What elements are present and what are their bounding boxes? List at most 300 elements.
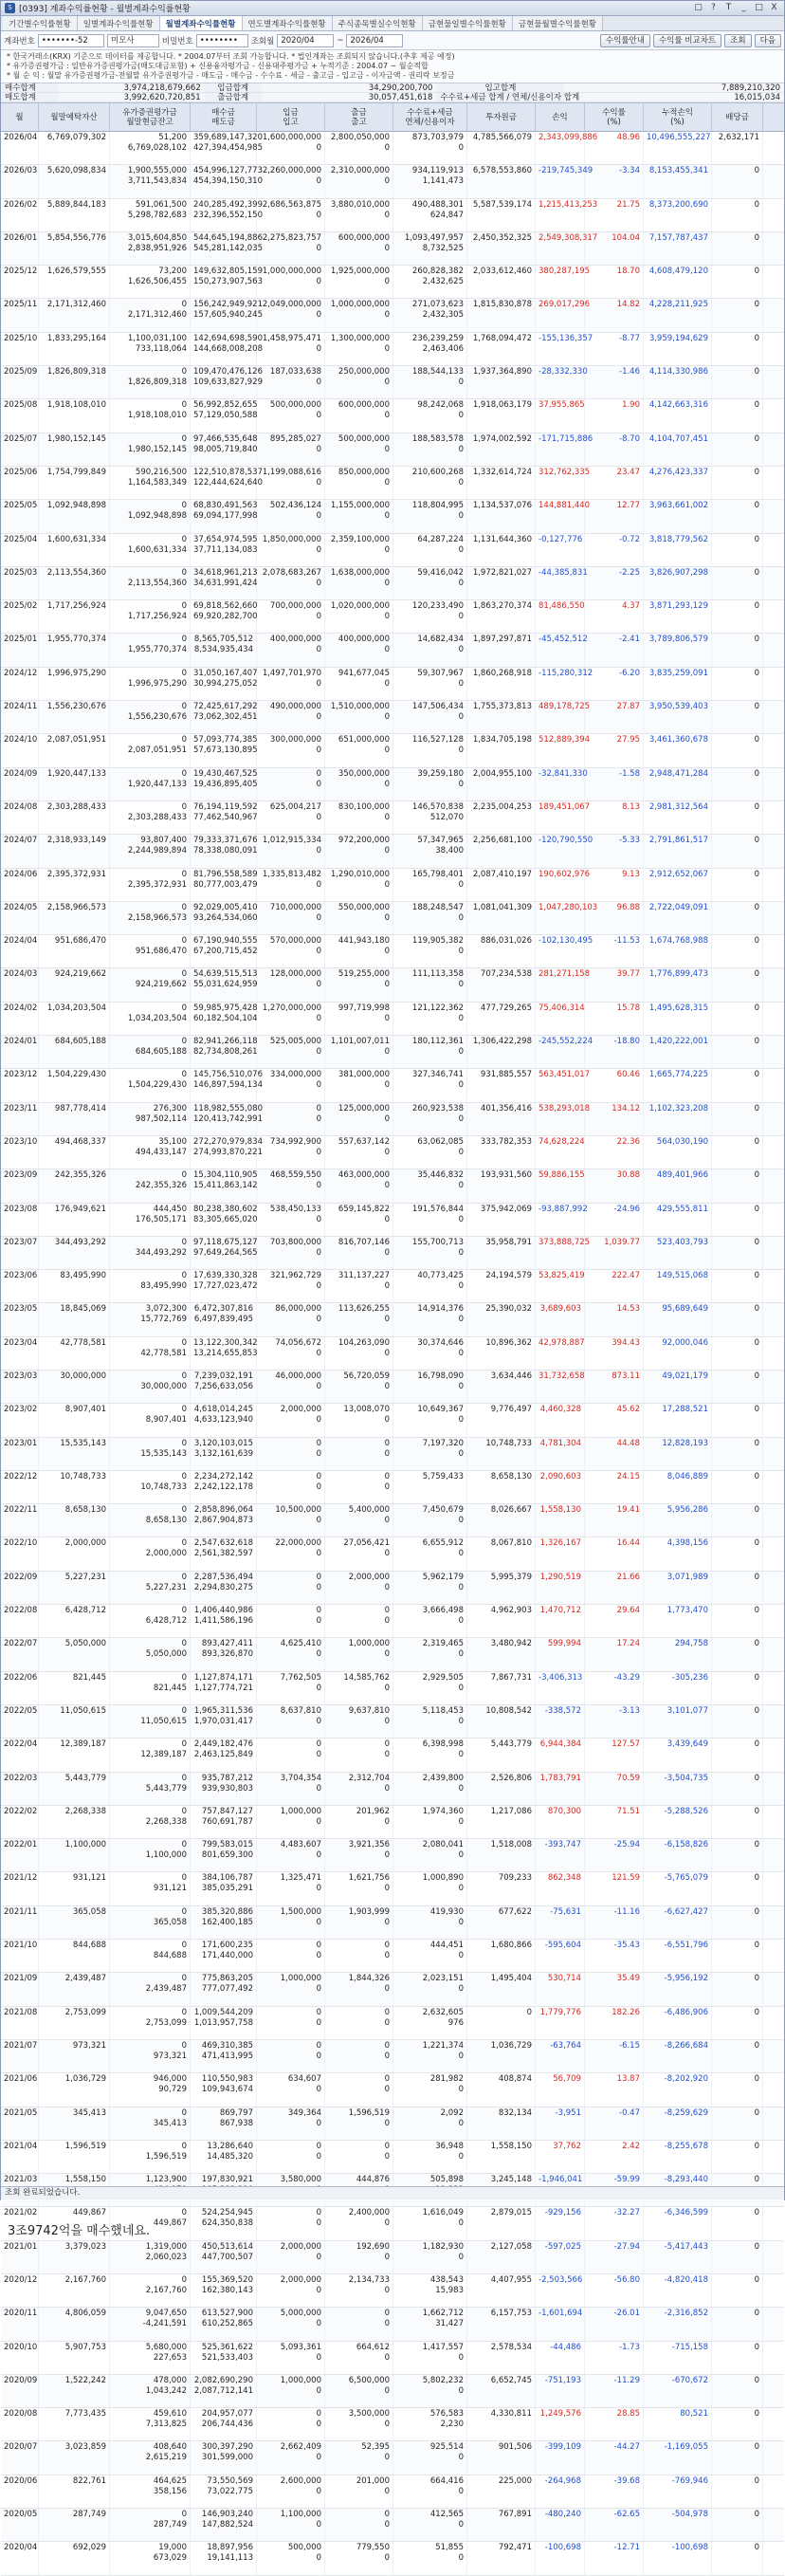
table-row[interactable] (1, 1537, 784, 1571)
table-row[interactable] (1, 333, 784, 366)
table-cell: 2023/08 (1, 1204, 39, 1236)
table-row[interactable] (1, 1169, 784, 1203)
maximize-icon[interactable]: □ (755, 3, 763, 12)
table-cell: 27.95 (585, 734, 644, 766)
table-cell: 189,451,067 (536, 801, 585, 834)
column-header[interactable]: 출금 출고 (325, 103, 393, 131)
table-cell: 468,559,550 0 (257, 1169, 325, 1202)
end-month-field[interactable]: 2026/04 (346, 34, 403, 47)
table-cell: 146,903,240 147,882,524 (191, 2509, 257, 2541)
table-row[interactable] (1, 366, 784, 399)
table-row[interactable] (1, 2441, 784, 2475)
tab-0[interactable]: 기간별수익률현황 (3, 16, 78, 30)
help-icon[interactable]: ? (711, 3, 716, 12)
table-row[interactable] (1, 634, 784, 667)
table-row[interactable] (1, 1773, 784, 1806)
table-row[interactable] (1, 199, 784, 232)
table-row[interactable] (1, 801, 784, 835)
table-cell: 3,634,446 (467, 1371, 536, 1403)
password-field[interactable]: •••••••• (196, 34, 248, 47)
table-cell: 59,416,042 0 (393, 567, 467, 599)
table-cell: 1,510,000,000 0 (325, 701, 393, 733)
table-cell: 3,959,194,629 (644, 333, 712, 365)
table-cell: 500,000 0 (257, 2542, 325, 2574)
table-cell: 3,015,604,850 2,838,951,926 (110, 232, 191, 265)
column-header[interactable]: 월말예탁자산 (39, 103, 110, 131)
tab-3[interactable]: 연도별계좌수익률현황 (243, 16, 333, 30)
table-cell: 188,248,547 0 (393, 902, 467, 934)
table-cell: 0 (712, 232, 763, 265)
column-header[interactable]: 수수료+세금 연체/신용이자 (393, 103, 467, 131)
table-cell: 4,142,663,316 (644, 399, 712, 432)
table-cell: 149,632,805,159 150,273,907,563 (191, 266, 257, 298)
table-cell: -44,486 (536, 2342, 585, 2374)
table-cell: 0 (712, 2375, 763, 2407)
table-row[interactable] (1, 266, 784, 299)
account-field[interactable]: •••••••-52 (38, 34, 104, 47)
table-cell: 2021/09 (1, 1973, 39, 2005)
table-cell: 14,585,762 0 (325, 1672, 393, 1704)
table-row[interactable] (1, 500, 784, 533)
table-cell: 83,495,990 (39, 1270, 110, 1302)
table-cell: 6,398,998 0 (393, 1739, 467, 1771)
table-row[interactable] (1, 1872, 784, 1905)
table-cell: -399,109 (536, 2441, 585, 2474)
column-header[interactable]: 손익 (536, 103, 585, 131)
table-cell: 380,287,195 (536, 266, 585, 298)
table-cell: 530,714 (536, 1973, 585, 2005)
table-cell: 0 0 (325, 2007, 393, 2039)
table-cell: 972,200,000 0 (325, 835, 393, 867)
account-label: 계좌번호 (4, 36, 35, 46)
table-cell: 767,891 (467, 2509, 536, 2541)
table-cell: 1,134,537,076 (467, 500, 536, 532)
period-label: 조회월 (250, 36, 275, 46)
table-cell: 1,335,813,482 0 (257, 869, 325, 901)
table-row[interactable] (1, 1806, 784, 1839)
table-cell: 271,073,623 2,432,305 (393, 299, 467, 331)
table-cell: 3,921,356 0 (325, 1839, 393, 1871)
table-cell: 4,483,607 0 (257, 1839, 325, 1871)
column-header[interactable]: 누적손익 (%) (644, 103, 712, 131)
table-cell: 147,506,434 0 (393, 701, 467, 733)
table-cell: 7,157,787,437 (644, 232, 712, 265)
table-cell: 2,929,505 0 (393, 1672, 467, 1704)
table-cell: 0 1,504,229,430 (110, 1069, 191, 1101)
table-cell: 4,460,328 (536, 1404, 585, 1436)
table-cell: 2020/11 (1, 2308, 39, 2340)
table-cell: 0 1,996,975,290 (110, 668, 191, 700)
table-cell: 365,058 (39, 1906, 110, 1939)
table-cell: 0 (712, 1940, 763, 1972)
tab-6[interactable]: 금현물월별수익률현황 (513, 16, 603, 30)
table-cell: 0 821,445 (110, 1672, 191, 1704)
table-cell: 1,974,002,592 (467, 433, 536, 466)
table-row[interactable] (1, 734, 784, 767)
column-header[interactable]: 월 (1, 103, 39, 131)
table-cell: 500,000,000 0 (257, 399, 325, 432)
table-row[interactable] (1, 132, 784, 165)
table-row[interactable] (1, 2475, 784, 2509)
table-cell: 1,081,041,309 (467, 902, 536, 934)
table-cell: 0 11,050,615 (110, 1705, 191, 1738)
table-row[interactable] (1, 1605, 784, 1638)
table-cell: 281,982 0 (393, 2073, 467, 2106)
table-cell: 2,127,058 (467, 2241, 536, 2273)
table-cell: 0 (712, 2141, 763, 2173)
table-row[interactable] (1, 1337, 784, 1371)
table-cell: 2024/04 (1, 935, 39, 967)
table-cell: 600,000,000 0 (325, 232, 393, 265)
table-cell: 2,686,563,875 0 (257, 199, 325, 231)
table-cell: 1,034,203,504 (39, 1003, 110, 1035)
table-row[interactable] (1, 2375, 784, 2408)
table-cell: 941,677,045 0 (325, 668, 393, 700)
table-cell: 300,000,000 0 (257, 734, 325, 766)
table-row[interactable] (1, 1906, 784, 1940)
table-cell: 300,397,290 301,599,000 (191, 2441, 257, 2474)
table-cell: 86,000,000 0 (257, 1303, 325, 1335)
table-cell: 2021/12 (1, 1872, 39, 1904)
table-cell: 2020/10 (1, 2342, 39, 2374)
query-button[interactable]: 조회 (724, 34, 751, 47)
table-row[interactable] (1, 2073, 784, 2107)
start-month-field[interactable]: 2020/04 (277, 34, 334, 47)
table-cell: 0 (712, 1638, 763, 1670)
column-header[interactable]: 배당금 (712, 103, 763, 131)
tab-1[interactable]: 일별계좌수익률현황 (78, 16, 160, 30)
table-cell: 2023/05 (1, 1303, 39, 1335)
table-cell: 57,347,965 38,400 (393, 835, 467, 867)
table-cell: 0 5,050,000 (110, 1638, 191, 1670)
table-cell: 2021/02 (1, 2207, 39, 2239)
table-cell: 2.42 (585, 2141, 644, 2173)
table-cell: 0 1,980,152,145 (110, 433, 191, 466)
table-cell: 1,012,915,334 0 (257, 835, 325, 867)
table-cell: 121.59 (585, 1872, 644, 1904)
table-cell: 0 0 (257, 1103, 325, 1135)
table-cell: -1,169,055 (644, 2441, 712, 2474)
table-cell: 204,957,077 206,744,436 (191, 2408, 257, 2440)
table-cell: 664,612 0 (325, 2342, 393, 2374)
table-cell: 17.24 (585, 1638, 644, 1670)
table-row[interactable] (1, 1471, 784, 1504)
table-cell: 0 0 (325, 1605, 393, 1637)
table-row[interactable] (1, 2241, 784, 2274)
table-row[interactable] (1, 1839, 784, 1872)
table-cell: 127.57 (585, 1739, 644, 1771)
table-cell: 0 (712, 1003, 763, 1035)
table-cell: 1,558,150 (467, 2141, 536, 2173)
table-cell: 40,773,425 0 (393, 1270, 467, 1302)
table-row[interactable] (1, 2408, 784, 2441)
table-cell: 8,373,200,690 (644, 199, 712, 231)
table-cell: 1,131,644,360 (467, 534, 536, 566)
table-row[interactable] (1, 1504, 784, 1537)
table-row[interactable] (1, 1705, 784, 1739)
table-cell: 734,992,900 0 (257, 1136, 325, 1168)
table-row[interactable] (1, 1069, 784, 1102)
table-cell: 625,004,217 0 (257, 801, 325, 834)
table-cell: 3,826,907,298 (644, 567, 712, 599)
column-header[interactable]: 투자원금 (467, 103, 536, 131)
table-cell: 0 (712, 2475, 763, 2508)
table-row[interactable] (1, 902, 784, 935)
table-row[interactable] (1, 1103, 784, 1136)
table-row[interactable] (1, 467, 784, 500)
table-cell: 844,688 (39, 1940, 110, 1972)
table-cell: 4,625,410 0 (257, 1638, 325, 1670)
table-cell: 5,587,539,174 (467, 199, 536, 231)
table-cell: 59,886,155 (536, 1169, 585, 1202)
table-cell: 15,535,143 (39, 1438, 110, 1470)
table-cell: 832,134 (467, 2107, 536, 2140)
table-cell: 113,626,255 0 (325, 1303, 393, 1335)
table-cell: 8,907,401 (39, 1404, 110, 1436)
table-row[interactable] (1, 1438, 784, 1471)
close-icon[interactable]: X (771, 3, 777, 12)
table-row[interactable] (1, 935, 784, 968)
table-cell: 22.36 (585, 1136, 644, 1168)
table-row[interactable] (1, 1572, 784, 1605)
table-row[interactable] (1, 835, 784, 868)
tab-5[interactable]: 금현물일별수익률현황 (423, 16, 513, 30)
table-cell: 0 (712, 500, 763, 532)
table-cell: 64,287,224 0 (393, 534, 467, 566)
table-cell: 197,830,921 (191, 2174, 257, 2206)
table-row[interactable] (1, 1204, 784, 1237)
table-cell: 4,330,811 (467, 2408, 536, 2440)
table-cell: 2021/11 (1, 1906, 39, 1939)
table-row[interactable] (1, 2308, 784, 2341)
table-cell: 10,748,733 (39, 1471, 110, 1503)
table-cell: 8.13 (585, 801, 644, 834)
table-cell: 46,000,000 0 (257, 1371, 325, 1403)
table-row[interactable] (1, 1237, 784, 1270)
table-row[interactable] (1, 1638, 784, 1671)
table-cell: -32,841,330 (536, 768, 585, 800)
table-cell: 0 (712, 1605, 763, 1637)
table-cell: 700,000,000 0 (257, 600, 325, 633)
table-row[interactable] (1, 399, 784, 432)
table-row[interactable] (1, 668, 784, 701)
table-cell: 4,104,707,451 (644, 433, 712, 466)
table-cell: 1,558,150 (39, 2174, 110, 2206)
pin-icon[interactable]: ▢ (694, 3, 703, 12)
table-cell: 144,881,440 (536, 500, 585, 532)
table-cell: 373,888,725 (536, 1237, 585, 1269)
table-cell: 44.48 (585, 1438, 644, 1470)
table-cell: -5,765,079 (644, 1872, 712, 1904)
table-row[interactable] (1, 2342, 784, 2375)
table-cell: 35.49 (585, 1973, 644, 2005)
table-cell: 2,256,681,100 (467, 835, 536, 867)
table-cell: 3,439,649 (644, 1739, 712, 1771)
table-cell: 51,855 0 (393, 2542, 467, 2574)
table-row[interactable] (1, 534, 784, 567)
table-cell: 1,036,729 (467, 2040, 536, 2072)
table-cell: 18,897,956 19,141,113 (191, 2542, 257, 2574)
table-row[interactable] (1, 1371, 784, 1404)
table-row[interactable] (1, 433, 784, 467)
table-cell: 1,000,000 0 (257, 1973, 325, 2005)
table-header (1, 103, 784, 132)
table-row[interactable] (1, 2509, 784, 2542)
table-row[interactable] (1, 1003, 784, 1036)
table-row[interactable] (1, 299, 784, 332)
table-cell: 412,565 0 (393, 2509, 467, 2541)
table-row[interactable] (1, 2274, 784, 2308)
table-row[interactable] (1, 1672, 784, 1705)
table-cell: 0 0 (325, 2141, 393, 2173)
table-cell: 429,555,811 (644, 1204, 712, 1236)
table-cell: 1,918,108,010 (39, 399, 110, 432)
table-cell: 192,690 0 (325, 2241, 393, 2273)
table-row[interactable] (1, 165, 784, 198)
table-cell: 951,686,470 (39, 935, 110, 967)
table-cell: 18.70 (585, 266, 644, 298)
table-cell: 0 (712, 1973, 763, 2005)
table-cell: 450,513,614 447,700,507 (191, 2241, 257, 2273)
table-row[interactable] (1, 1303, 784, 1336)
table-cell: -100,698 (536, 2542, 585, 2574)
table-cell: 4,608,479,120 (644, 266, 712, 298)
tab-4[interactable]: 주식종목별실수익현황 (333, 16, 423, 30)
table-cell: 0 12,389,187 (110, 1739, 191, 1771)
table-cell: 0 0 (325, 2040, 393, 2072)
column-header[interactable]: 매수금 매도금 (191, 103, 257, 131)
table-row[interactable] (1, 567, 784, 600)
table-cell: 2023/12 (1, 1069, 39, 1101)
table-cell: 2022/05 (1, 1705, 39, 1738)
table-row[interactable] (1, 232, 784, 266)
summary-value: 3,974,218,679,662 (123, 83, 201, 93)
table-cell: -11.29 (585, 2375, 644, 2407)
table-row[interactable] (1, 1940, 784, 1973)
table-cell: 49,021,179 (644, 1371, 712, 1403)
table-cell: 2024/02 (1, 1003, 39, 1035)
table-cell: -2.41 (585, 634, 644, 666)
table-cell: 0 42,778,581 (110, 1337, 191, 1370)
table-cell: 2025/10 (1, 333, 39, 365)
table-cell: 0 (712, 366, 763, 398)
table-cell: -305,236 (644, 1672, 712, 1704)
table-cell: 8,153,455,341 (644, 165, 712, 197)
table-cell: 1,092,948,898 (39, 500, 110, 532)
table-cell: 5,620,098,834 (39, 165, 110, 197)
table-row[interactable] (1, 2007, 784, 2040)
table-cell: 1,290,519 (536, 1572, 585, 1604)
table-cell: 56,709 (536, 2073, 585, 2106)
table-cell: 1,900,555,000 3,711,543,834 (110, 165, 191, 197)
table-cell: 2022/01 (1, 1839, 39, 1871)
table-row[interactable] (1, 768, 784, 801)
compare-chart-button[interactable]: 수익률 비교차트 (653, 34, 721, 47)
table-cell: 2,662,409 0 (257, 2441, 325, 2474)
table-cell: 1,937,364,890 (467, 366, 536, 398)
tab-2[interactable]: 월별계좌수익률현황 (160, 16, 243, 30)
table-cell: 4,781,304 (536, 1438, 585, 1470)
table-row[interactable] (1, 2542, 784, 2575)
table-cell: -8,255,678 (644, 2141, 712, 2173)
table-row[interactable] (1, 1036, 784, 1069)
table-cell: 1,000,000,000 0 (325, 299, 393, 331)
notice-line: * 월 순 익 : 월말 유가증권평가금-전월말 유가증권평가금 - 매도금 - 매수금 - 수수료 - 세금 - 출고금 - 입고금 - 이자금액 - 권리락 보정금 (7, 71, 455, 80)
next-button[interactable]: 다음 (755, 34, 781, 47)
table-cell: 901,506 (467, 2441, 536, 2474)
table-cell: 512,889,394 (536, 734, 585, 766)
table-row[interactable] (1, 2040, 784, 2073)
table-row[interactable] (1, 1270, 784, 1303)
table-row[interactable] (1, 2107, 784, 2141)
table-cell: 1,036,729 (39, 2073, 110, 2106)
table-cell: 381,000,000 0 (325, 1069, 393, 1101)
table-row[interactable] (1, 968, 784, 1002)
table-cell: 4,806,059 (39, 2308, 110, 2340)
column-header[interactable]: 수익률 (%) (585, 103, 644, 131)
table-cell: 17,639,330,328 17,727,023,472 (191, 1270, 257, 1302)
table-cell: 2,158,966,573 (39, 902, 110, 934)
table-cell: 3,580,000 (257, 2174, 325, 2206)
table-cell: 2,023,151 0 (393, 1973, 467, 2005)
password-label: 비밀번호 (161, 36, 193, 46)
table-cell: 165,798,401 0 (393, 869, 467, 901)
table-cell: 1,556,230,676 (39, 701, 110, 733)
table-cell: 0 30,000,000 (110, 1371, 191, 1403)
table-cell: 477,729,265 (467, 1003, 536, 1035)
table-cell: -6.20 (585, 668, 644, 700)
table-cell: 576,583 2,230 (393, 2408, 467, 2440)
table-cell: 799,583,015 801,659,300 (191, 1839, 257, 1871)
table-cell: 73,550,569 73,022,775 (191, 2475, 257, 2508)
table-cell: 111,113,358 0 (393, 968, 467, 1001)
column-header[interactable]: 입금 입고 (257, 103, 325, 131)
table-row[interactable] (1, 600, 784, 634)
table-cell: 8,046,889 (644, 1471, 712, 1503)
table-cell: 25,390,032 (467, 1303, 536, 1335)
table-cell: 600,000,000 0 (325, 399, 393, 432)
table-row[interactable] (1, 1136, 784, 1169)
table-cell: 2022/03 (1, 1773, 39, 1805)
table-cell: 489,178,725 (536, 701, 585, 733)
table-row[interactable] (1, 1973, 784, 2006)
table-cell: 0 1,918,108,010 (110, 399, 191, 432)
table-cell: 80,238,380,602 83,305,665,020 (191, 1204, 257, 1236)
table-cell: -3.13 (585, 1705, 644, 1738)
table-row[interactable] (1, 701, 784, 734)
table-cell: 931,885,557 (467, 1069, 536, 1101)
table-row[interactable] (1, 1404, 784, 1437)
table-cell: 2,791,861,517 (644, 835, 712, 867)
table-cell: -338,572 (536, 1705, 585, 1738)
table-row[interactable] (1, 2141, 784, 2174)
table-row[interactable] (1, 1739, 784, 1772)
table-cell: 0 951,686,470 (110, 935, 191, 967)
table-cell: 613,527,900 610,252,865 (191, 2308, 257, 2340)
table-cell: 505,898 (393, 2174, 467, 2206)
table-cell: 0 2,439,487 (110, 1973, 191, 2005)
summary-value: 3,992,620,720,851 (123, 93, 201, 102)
minimize-icon[interactable]: _ (741, 3, 746, 12)
rate-guide-button[interactable]: 수익률안내 (600, 34, 650, 47)
font-icon[interactable]: T (725, 3, 732, 12)
column-header[interactable]: 유가증권평가금 월말현금잔고 (110, 103, 191, 131)
table-cell: 0 (712, 902, 763, 934)
table-row[interactable] (1, 869, 784, 902)
table-cell: 0 (712, 1672, 763, 1704)
table-cell: 31,050,167,407 30,994,275,052 (191, 668, 257, 700)
table-cell: 15.78 (585, 1003, 644, 1035)
